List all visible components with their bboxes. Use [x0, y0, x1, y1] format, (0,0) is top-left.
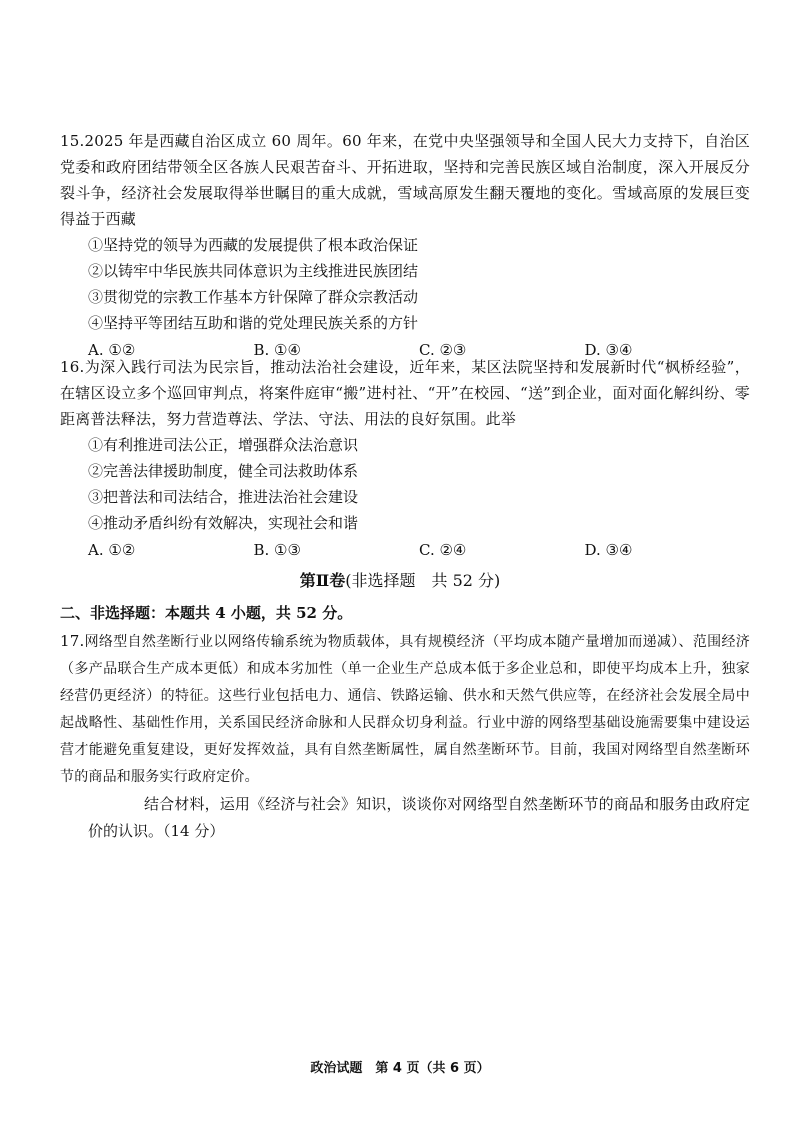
section-name: 第Ⅱ卷 — [299, 571, 346, 590]
choice-d: D. ③④ — [584, 341, 633, 359]
statement-item: ③贯彻党的宗教工作基本方针保障了群众宗教活动 — [88, 288, 419, 306]
question-material: 网络型自然垄断行业以网络传输系统为物质载体，具有规模经济（平均成本随产量增加而递减）、范围经济（多产品联合生产成本更低）和成本劣加性（单一企业生产总成本低于多企业总和，即使平均成本上升，独家经营仍更经济）的特征。这些行业包括电力、通信、铁路运输、供水和天然气供应等，在经济社会发展全局中起战略性、基础性作用，关系国民经济命脉和人民群众切身利益。行业中游的网络型基础设施需要集中建设运营才能避免重复建设，更好发挥效益，具有自然垄断属性，属自然垄断环节。目前，我国对网络型自然垄断环节的商品和服务实行政府定价。 — [60, 634, 750, 785]
question-number: 16. — [60, 358, 85, 376]
question-16 — [60, 354, 750, 564]
statement-item: ②以铸牢中华民族共同体意识为主线推进民族团结 — [88, 262, 419, 280]
choice-d: D. ③④ — [584, 541, 633, 559]
statement-item: ④推动矛盾纠纷有效解决，实现社会和谐 — [88, 514, 359, 532]
question-number: 17. — [60, 632, 85, 650]
question-15 — [60, 128, 750, 364]
statement-item: ②完善法律援助制度，健全司法救助体系 — [88, 462, 359, 480]
question-task: 结合材料，运用《经济与社会》知识，谈谈你对网络型自然垄断环节的商品和服务由政府定价的认识。（14 分） — [88, 795, 750, 840]
statement-list — [88, 432, 750, 536]
choice-c: C. ②④ — [419, 541, 467, 559]
section-subtitle: (非选择题 共 52 分) — [345, 571, 501, 590]
statement-item: ①有利推进司法公正，增强群众法治意识 — [88, 436, 359, 454]
question-number: 15. — [60, 132, 85, 150]
answer-choices — [88, 536, 750, 564]
choice-a: A. ①② — [88, 541, 136, 559]
choice-b: B. ①③ — [253, 541, 301, 559]
question-text: 2025 年是西藏自治区成立 60 周年。60 年来，在党中央坚强领导和全国人民大力支持下，自治区党委和政府团结带领全区各族人民艰苦奋斗、开拓进取，坚持和完善民族区域自治制度，深入开展反分裂斗争，经济社会发展取得举世瞩目的重大成就，雪域高原发生翻天覆地的变化。雪域高原的发展巨变得益于西藏 — [60, 132, 750, 228]
part-heading: 二、非选择题：本题共 4 小题，共 52 分。 — [60, 604, 353, 622]
choice-a: A. ①② — [88, 341, 136, 359]
question-16-stem — [60, 354, 750, 432]
statement-item: ④坚持平等团结互助和谐的党处理民族关系的方针 — [88, 314, 419, 332]
question-15-stem — [60, 128, 750, 232]
page-footer: 政治试题 第 4 页（共 6 页） — [310, 1061, 490, 1076]
choice-c: C. ②③ — [419, 341, 467, 359]
question-17-stem — [60, 628, 750, 791]
choice-b: B. ①④ — [253, 341, 301, 359]
question-17 — [60, 628, 750, 845]
section-title — [0, 568, 800, 591]
statement-item: ③把普法和司法结合，推进法治社会建设 — [88, 488, 359, 506]
statement-list — [88, 232, 750, 336]
question-text: 为深入践行司法为民宗旨，推动法治社会建设，近年来，某区法院坚持和发展新时代“枫桥经验”，在辖区设立多个巡回审判点，将案件庭审“搬”进村社、“开”在校园、“送”到企业，面对面化解纠纷、零距离普法释法，努力营造尊法、学法、守法、用法的良好氛围。此举 — [60, 358, 750, 428]
statement-item: ①坚持党的领导为西藏的发展提供了根本政治保证 — [88, 236, 419, 254]
